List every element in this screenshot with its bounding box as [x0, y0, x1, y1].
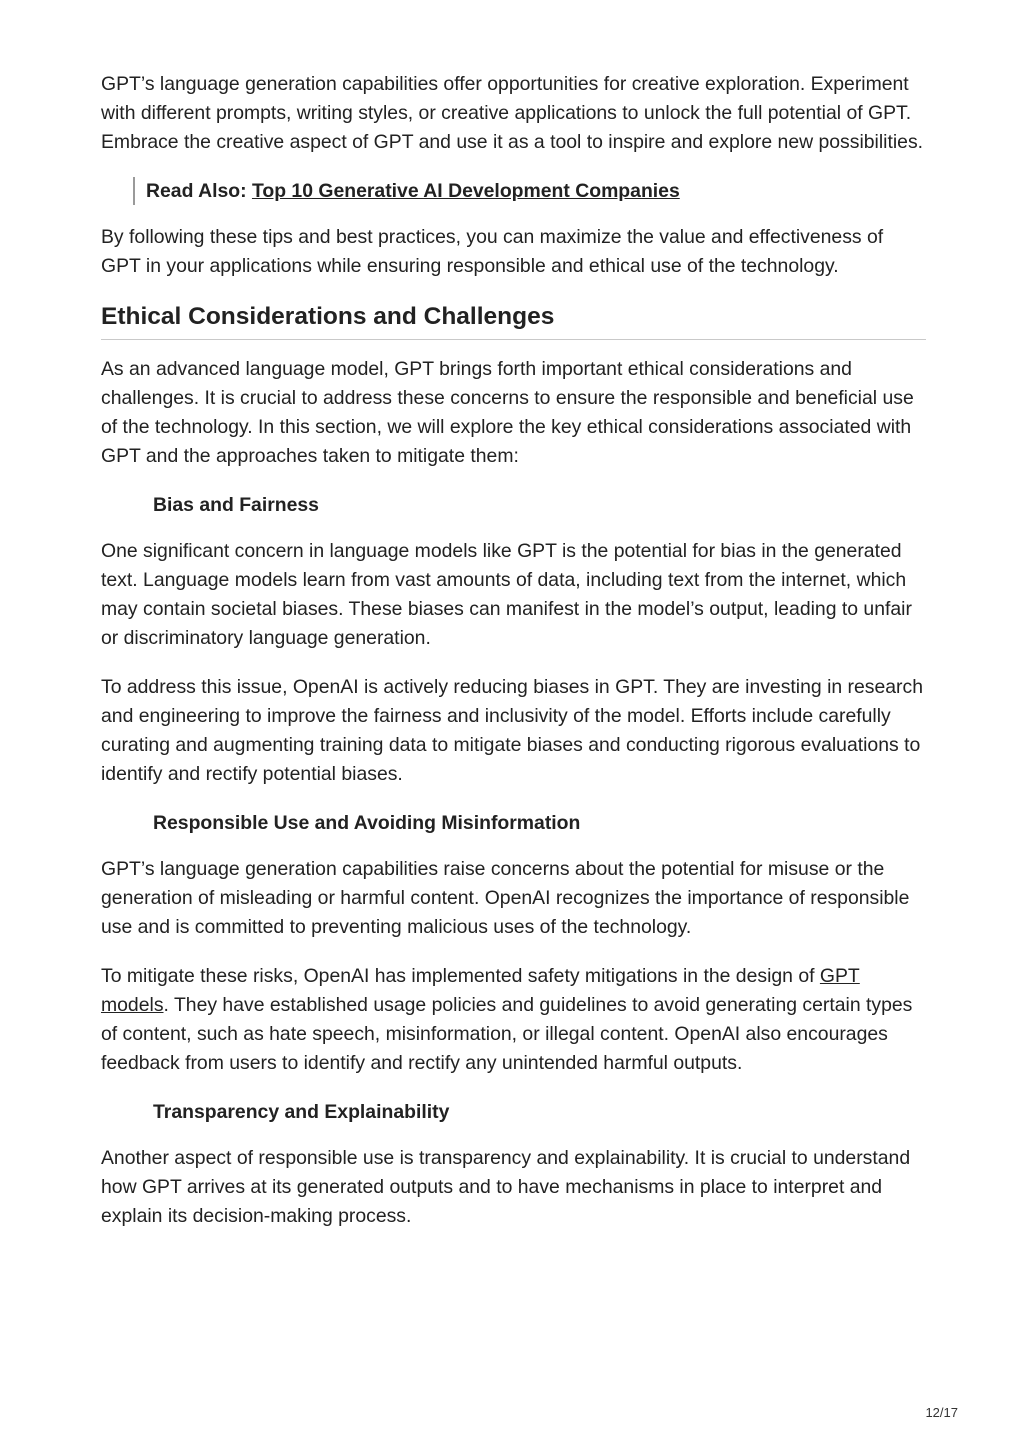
read-also-callout — [133, 177, 926, 205]
read-also-link[interactable]: Top 10 Generative AI Development Companies — [251, 180, 680, 202]
gpt-models-link[interactable]: GPT models — [101, 965, 860, 1016]
responsible-use-text-before-link: To mitigate these risks, OpenAI has implemented safety mitigations in the design of — [101, 965, 820, 987]
responsible-use-paragraph-1: GPT’s language generation capabilities raise concerns about the potential for misuse or the generation of misleading or harmful content. OpenAI recognizes the importance of responsible use and is committed to preventing malicious uses of the technology. — [101, 858, 910, 938]
bias-paragraph-1: One significant concern in language models like GPT is the potential for bias in the generated text. Language models learn from vast amounts of data, including text from the internet, which may contain societal biases. These biases can manifest in the model’s output, leading to unfair or discriminatory language generation. — [101, 540, 912, 649]
closing-paragraph: By following these tips and best practices, you can maximize the value and effectiveness of GPT in your applications while ensuring responsible and ethical use of the technology. — [101, 226, 884, 277]
transparency-heading: Transparency and Explainability — [153, 1101, 450, 1123]
transparency-paragraph-1: Another aspect of responsible use is transparency and explainability. It is crucial to understand how GPT arrives at its generated outputs and to have mechanisms in place to interpret and explain its decision-making process. — [101, 1147, 911, 1227]
intro-paragraph: GPT’s language generation capabilities offer opportunities for creative exploration. Experiment with different prompts, writing styles, or creative applications to unlock the full potential of GPT. Embrace the creative aspect of GPT and use it as a tool to inspire and explore new possibilities. — [101, 73, 924, 153]
responsible-use-text-after-link: . They have established usage policies and guidelines to avoid generating certain types of content, such as hate speech, misinformation, or illegal content. OpenAI also encourages feedback from users to identify and rectify any unintended harmful outputs. — [101, 994, 913, 1074]
section-title: Ethical Considerations and Challenges — [101, 301, 926, 340]
article-body — [101, 70, 926, 1251]
responsible-use-heading: Responsible Use and Avoiding Misinformation — [153, 812, 581, 834]
read-also-label: Read Also: — [146, 180, 247, 202]
bias-paragraph-2: To address this issue, OpenAI is actively reducing biases in GPT. They are investing in research and engineering to improve the fairness and inclusivity of the model. Efforts include carefully curating and augmenting training data to mitigate biases and conducting rigorous evaluations to identify and rectify potential biases. — [101, 676, 923, 785]
responsible-use-paragraph-2 — [101, 962, 926, 1078]
page-number: 12/17 — [925, 1405, 958, 1420]
section-intro-paragraph: As an advanced language model, GPT brings forth important ethical considerations and challenges. It is crucial to address these concerns to ensure the responsible and beneficial use of the technology. In this section, we will explore the key ethical considerations associated with GPT and the approaches taken to mitigate them: — [101, 358, 914, 467]
bias-heading: Bias and Fairness — [153, 494, 319, 516]
